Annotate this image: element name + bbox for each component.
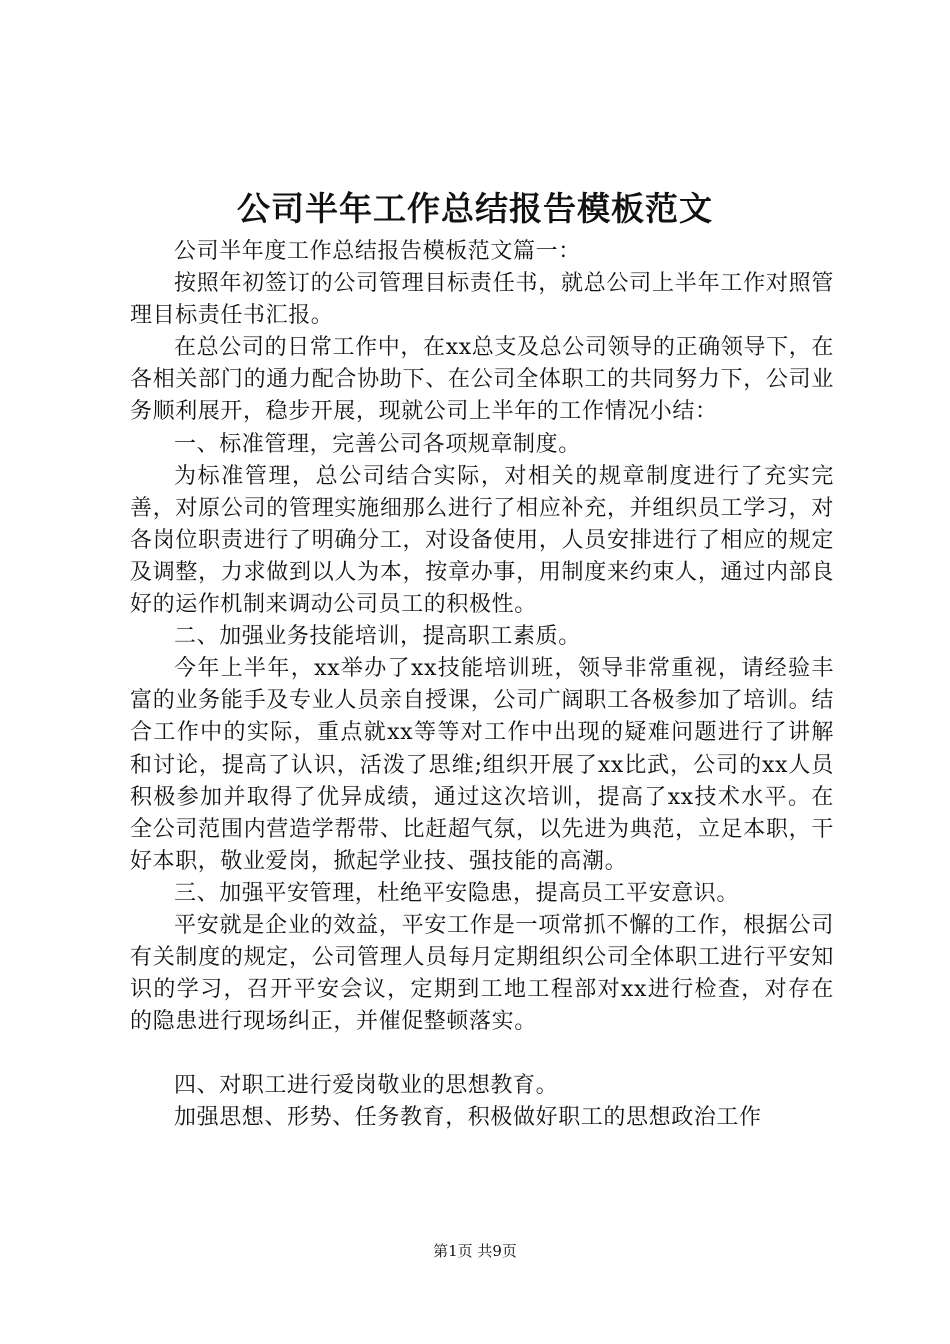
- paragraph: 在总公司的日常工作中，在xx总支及总公司领导的正确领导下，在各相关部门的通力配合协助下、在公司全体职工的共同努力下，公司业务顺利展开，稳步开展，现就公司上半年的工作情况小结：: [130, 335, 834, 425]
- document-title: 公司半年工作总结报告模板范文: [237, 189, 713, 228]
- paragraph: 平安就是企业的效益，平安工作是一项常抓不懈的工作，根据公司有关制度的规定，公司管理人员每月定期组织公司全体职工进行平安知识的学习，召开平安会议，定期到工地工程部对xx进行检查，对存在的隐患进行现场纠正，并催促整顿落实。: [130, 912, 834, 1035]
- section-heading-3: 三、加强平安管理，杜绝平安隐患，提高员工平安意识。: [174, 880, 740, 906]
- paragraph-intro-heading: 公司半年度工作总结报告模板范文篇一：: [174, 239, 581, 264]
- section-heading-4: 四、对职工进行爱岗敬业的思想教育。: [174, 1073, 559, 1099]
- document-body: [130, 236, 834, 1135]
- paragraph: 加强思想、形势、任务教育，积极做好职工的思想政治工作: [174, 1105, 762, 1131]
- paragraph: 按照年初签订的公司管理目标责任书，就总公司上半年工作对照管理目标责任书汇报。: [130, 271, 834, 329]
- paragraph: 为标准管理，总公司结合实际，对相关的规章制度进行了充实完善，对原公司的管理实施细那么进行了相应补充，并组织员工学习，对各岗位职责进行了明确分工，对设备使用，人员安排进行了相应的规定及调整，力求做到以人为本，按章办事，用制度来约束人，通过内部良好的运作机制来调动公司员工的积极性。: [130, 463, 834, 618]
- section-heading-1: 一、标准管理，完善公司各项规章制度。: [174, 431, 581, 457]
- section-heading-2: 二、加强业务技能培训，提高职工素质。: [174, 624, 581, 650]
- paragraph: 今年上半年，xx举办了xx技能培训班，领导非常重视，请经验丰富的业务能手及专业人员亲自授课，公司广阔职工各极参加了培训。结合工作中的实际，重点就xx等等对工作中出现的疑难问题进行了讲解和讨论，提高了认识，活泼了思维;组织开展了xx比武，公司的xx人员积极参加并取得了优异成绩，通过这次培训，提高了xx技术水平。在全公司范围内营造学帮带、比赶超气氛，以先进为典范，立足本职，干好本职，敬业爱岗，掀起学业技、强技能的高潮。: [130, 656, 834, 874]
- page-number-footer: 第1页 共9页: [433, 1242, 517, 1260]
